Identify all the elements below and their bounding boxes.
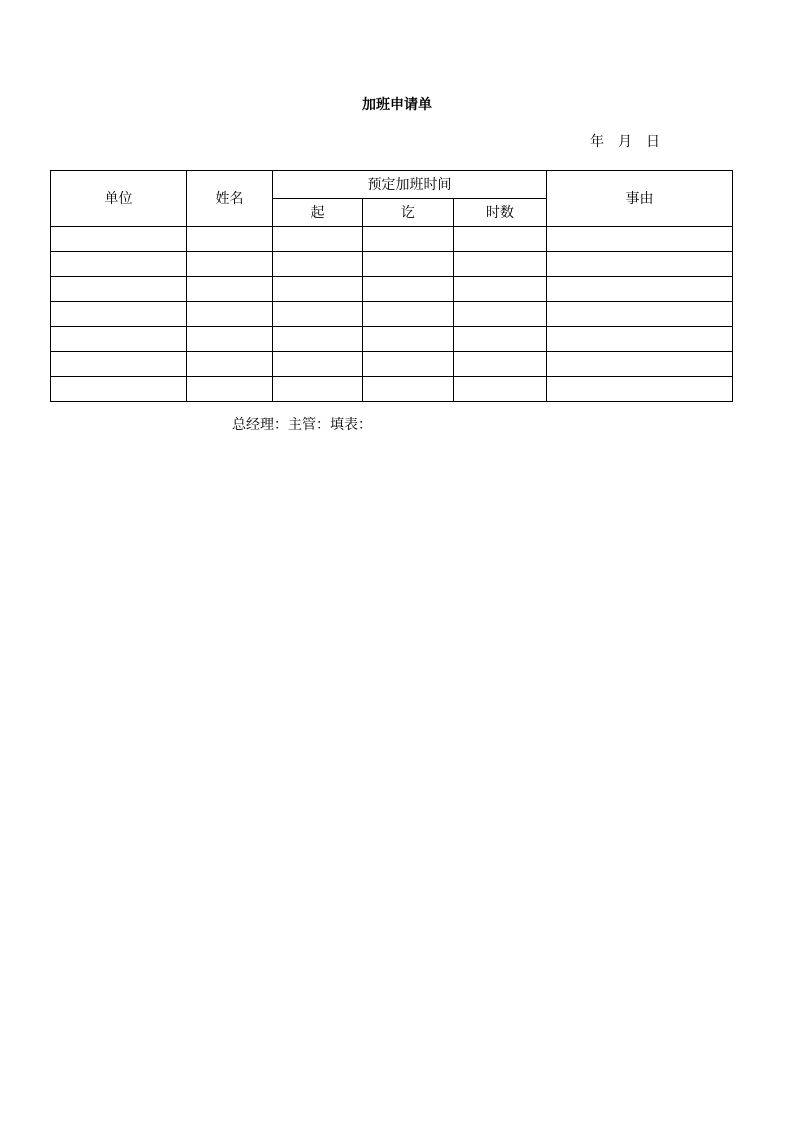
cell-unit[interactable]	[51, 302, 187, 327]
cell-hours[interactable]	[454, 227, 547, 252]
cell-name[interactable]	[187, 277, 273, 302]
cell-name[interactable]	[187, 352, 273, 377]
cell-end[interactable]	[363, 352, 454, 377]
date-day-label: 日	[646, 134, 660, 150]
cell-reason[interactable]	[547, 352, 733, 377]
table-row	[51, 327, 733, 352]
date-month-label: 月	[618, 134, 632, 150]
header-unit: 单位	[51, 171, 187, 227]
header-start: 起	[273, 199, 363, 227]
cell-reason[interactable]	[547, 252, 733, 277]
header-scheduled-time: 预定加班时间	[273, 171, 547, 199]
table-row	[51, 302, 733, 327]
cell-hours[interactable]	[454, 302, 547, 327]
cell-name[interactable]	[187, 377, 273, 402]
table-row	[51, 377, 733, 402]
cell-end[interactable]	[363, 377, 454, 402]
cell-hours[interactable]	[454, 352, 547, 377]
header-reason: 事由	[547, 171, 733, 227]
cell-unit[interactable]	[51, 327, 187, 352]
cell-name[interactable]	[187, 227, 273, 252]
table-row	[51, 352, 733, 377]
table-row	[51, 277, 733, 302]
table-row	[51, 227, 733, 252]
header-name: 姓名	[187, 171, 273, 227]
cell-reason[interactable]	[547, 302, 733, 327]
cell-name[interactable]	[187, 302, 273, 327]
cell-hours[interactable]	[454, 277, 547, 302]
cell-unit[interactable]	[51, 277, 187, 302]
cell-start[interactable]	[273, 352, 363, 377]
cell-reason[interactable]	[547, 327, 733, 352]
date-year-label: 年	[590, 134, 604, 150]
overtime-form-table	[50, 170, 733, 402]
cell-end[interactable]	[363, 302, 454, 327]
cell-start[interactable]	[273, 277, 363, 302]
cell-unit[interactable]	[51, 352, 187, 377]
signature-line: 总经理：主管：填表：	[232, 417, 372, 433]
cell-reason[interactable]	[547, 227, 733, 252]
page-title: 加班申请单	[362, 97, 432, 113]
header-end: 讫	[363, 199, 454, 227]
header-row-top	[51, 171, 733, 199]
cell-start[interactable]	[273, 327, 363, 352]
cell-unit[interactable]	[51, 377, 187, 402]
cell-unit[interactable]	[51, 227, 187, 252]
cell-start[interactable]	[273, 227, 363, 252]
table-row	[51, 252, 733, 277]
cell-reason[interactable]	[547, 377, 733, 402]
header-hours: 时数	[454, 199, 547, 227]
cell-end[interactable]	[363, 227, 454, 252]
cell-unit[interactable]	[51, 252, 187, 277]
cell-reason[interactable]	[547, 277, 733, 302]
cell-start[interactable]	[273, 252, 363, 277]
cell-start[interactable]	[273, 302, 363, 327]
cell-hours[interactable]	[454, 377, 547, 402]
date-line	[590, 133, 660, 151]
cell-name[interactable]	[187, 252, 273, 277]
cell-hours[interactable]	[454, 327, 547, 352]
cell-end[interactable]	[363, 327, 454, 352]
cell-hours[interactable]	[454, 252, 547, 277]
cell-end[interactable]	[363, 277, 454, 302]
cell-name[interactable]	[187, 327, 273, 352]
cell-end[interactable]	[363, 252, 454, 277]
cell-start[interactable]	[273, 377, 363, 402]
